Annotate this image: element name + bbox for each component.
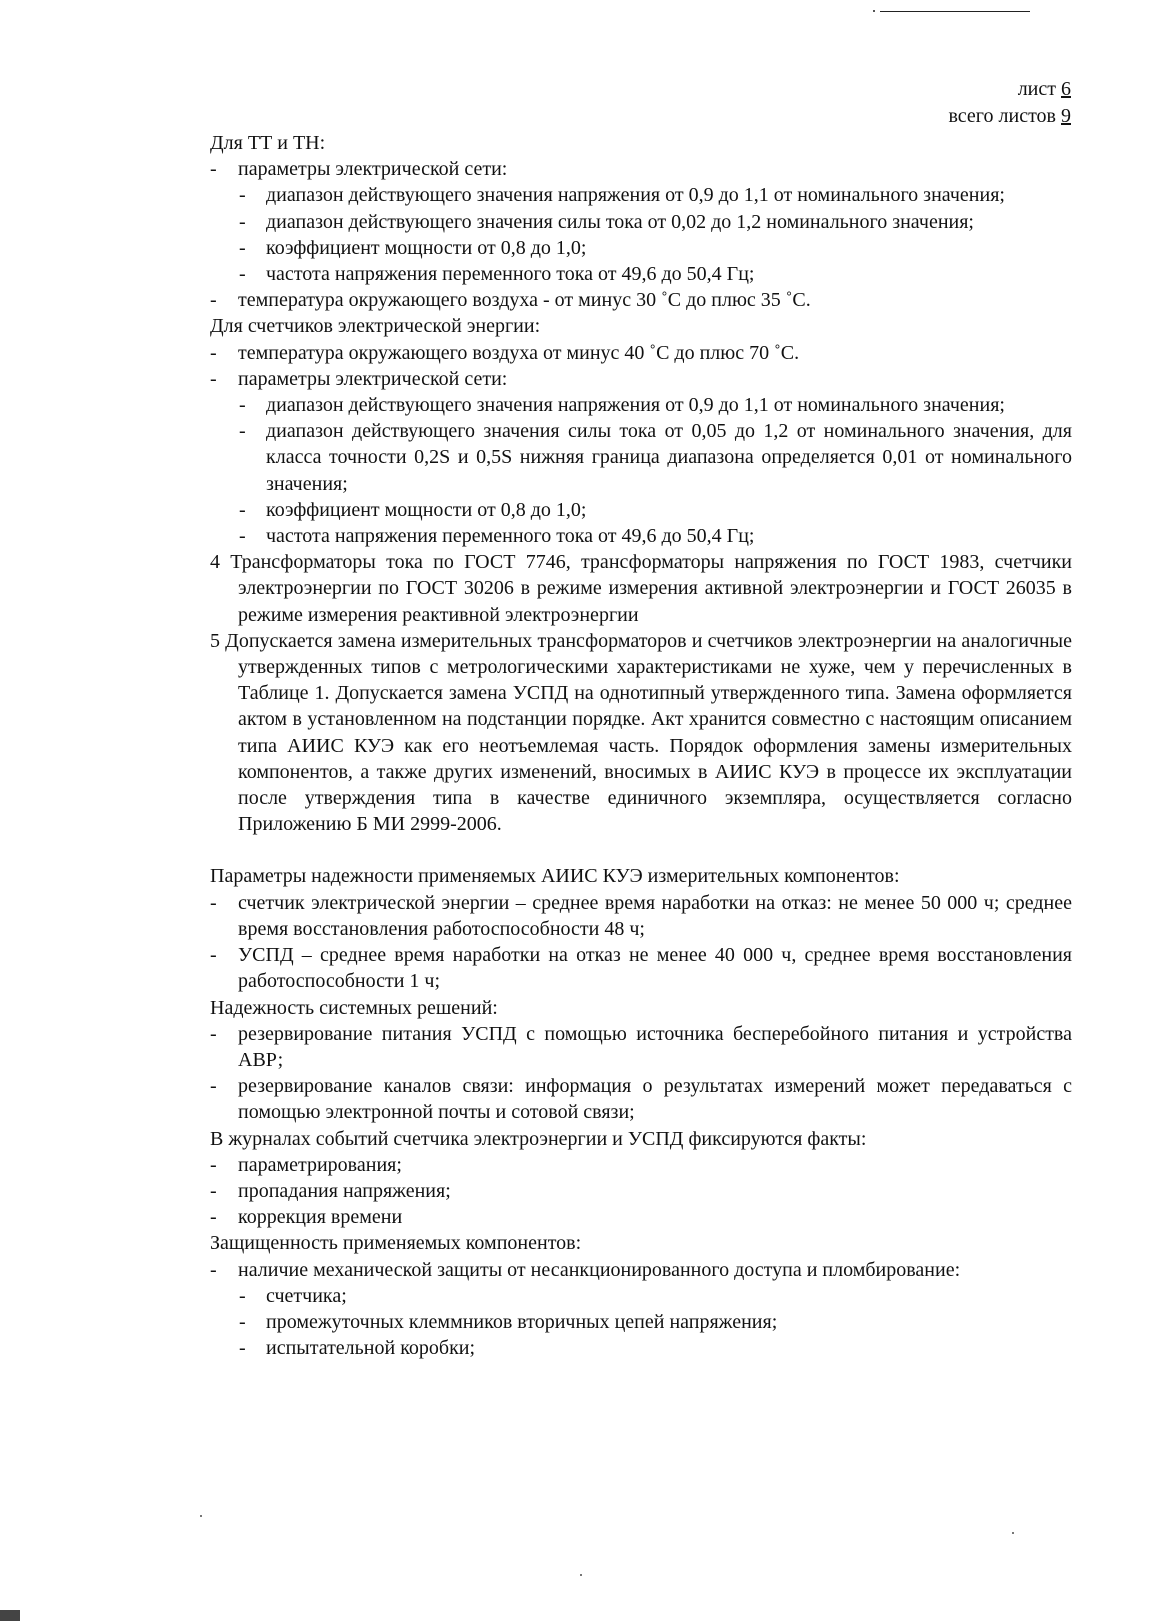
list-item: - диапазон действующего значения силы тока от 0,05 до 1,2 от номинального значения, для класса точности 0,2S и 0,5S нижняя граница диапазона определяется 0,01 от номинального значения;	[210, 418, 1072, 497]
spacer	[210, 837, 1072, 863]
list-item: - пропадания напряжения;	[210, 1178, 1072, 1204]
list-item: - УСПД – среднее время наработки на отказ не менее 40 000 ч, среднее время восстановления работоспособности 1 ч;	[210, 942, 1072, 994]
scan-speck	[580, 1574, 582, 1576]
list-item: - частота напряжения переменного тока от 49,6 до 50,4 Гц;	[210, 261, 1072, 287]
list-item: - испытательной коробки;	[210, 1335, 1072, 1361]
tt-tn-heading: Для ТТ и ТН:	[210, 132, 326, 154]
list-item: - диапазон действующего значения напряжения от 0,9 до 1,1 от номинального значения;	[210, 182, 1072, 208]
list-item: - резервирование питания УСПД с помощью источника бесперебойного питания и устройства АВР;	[210, 1021, 1072, 1073]
list-item: - резервирование каналов связи: информация о результатах измерений может передаваться с помощью электронной почты и сотовой связи;	[210, 1073, 1072, 1125]
list-item: - коэффициент мощности от 0,8 до 1,0;	[210, 497, 1072, 523]
list-item: - диапазон действующего значения напряжения от 0,9 до 1,1 от номинального значения;	[210, 392, 1072, 418]
list-item: - параметрирования;	[210, 1152, 1072, 1178]
page-header	[948, 76, 1071, 130]
list-item: - счетчика;	[210, 1283, 1072, 1309]
list-item: - температура окружающего воздуха - от минус 30 ˚С до плюс 35 ˚С.	[210, 287, 1072, 313]
total-sheets-label: всего листов	[948, 105, 1056, 127]
list-item: - коэффициент мощности от 0,8 до 1,0;	[210, 235, 1072, 261]
sheet-line	[948, 76, 1071, 103]
scan-speck	[873, 10, 875, 12]
top-rule-line	[880, 11, 1030, 12]
document-body	[210, 130, 1072, 1361]
list-item: - параметры электрической сети:	[210, 156, 1072, 182]
total-sheets-line	[948, 103, 1071, 130]
protection-heading: Защищенность применяемых компонентов:	[210, 1232, 582, 1255]
total-sheets-number: 9	[1061, 105, 1071, 127]
list-item: - частота напряжения переменного тока от 49,6 до 50,4 Гц;	[210, 523, 1072, 549]
note-5: 5 Допускается замена измерительных трансформаторов и счетчиков электроэнергии на аналогичные утвержденных типов с метрологическими характеристиками не хуже, чем у перечисленных в Таблице 1. Допускается замена УСПД на однотипный утвержденного типа. Замена оформляется актом в установленном на подстанции порядке. Акт хранится совместно с настоящим описанием типа АИИС КУЭ как его неотъемлемая часть. Порядок оформления замены измерительных компонентов, а также других изменений, вносимых в АИИС КУЭ в процессе их эксплуатации после утверждения типа в качестве единичного экземпляра, осуществляется согласно Приложению Б МИ 2999-2006.	[210, 629, 1072, 836]
list-item: - диапазон действующего значения силы тока от 0,02 до 1,2 номинального значения;	[210, 209, 1072, 235]
scan-speck	[200, 1515, 202, 1517]
sheet-label: лист	[1017, 78, 1056, 100]
events-heading: В журналах событий счетчика электроэнергии и УСПД фиксируются факты:	[210, 1127, 867, 1150]
list-item: - температура окружающего воздуха от минус 40 ˚С до плюс 70 ˚С.	[210, 340, 1072, 366]
note-4: 4 Трансформаторы тока по ГОСТ 7746, трансформаторы напряжения по ГОСТ 1983, счетчики электроэнергии по ГОСТ 30206 в режиме измерения активной электроэнергии и ГОСТ 26035 в режиме измерения реактивной электроэнергии	[210, 551, 1072, 626]
list-item: - параметры электрической сети:	[210, 366, 1072, 392]
scan-speck	[1012, 1532, 1014, 1534]
system-heading: Надежность системных решений:	[210, 996, 498, 1019]
list-item: - наличие механической защиты от несанкционированного доступа и пломбирование:	[210, 1257, 1072, 1283]
sheet-number: 6	[1061, 78, 1071, 100]
meters-heading: Для счетчиков электрической энергии:	[210, 315, 541, 338]
reliability-heading: Параметры надежности применяемых АИИС КУЭ измерительных компонентов:	[210, 865, 900, 888]
list-item: - промежуточных клеммников вторичных цепей напряжения;	[210, 1309, 1072, 1335]
scan-corner-mark	[0, 1610, 20, 1621]
list-item: - счетчик электрической энергии – среднее время наработки на отказ: не менее 50 000 ч; среднее время восстановления работоспособности 48 ч;	[210, 890, 1072, 942]
list-item: - коррекция времени	[210, 1204, 1072, 1230]
